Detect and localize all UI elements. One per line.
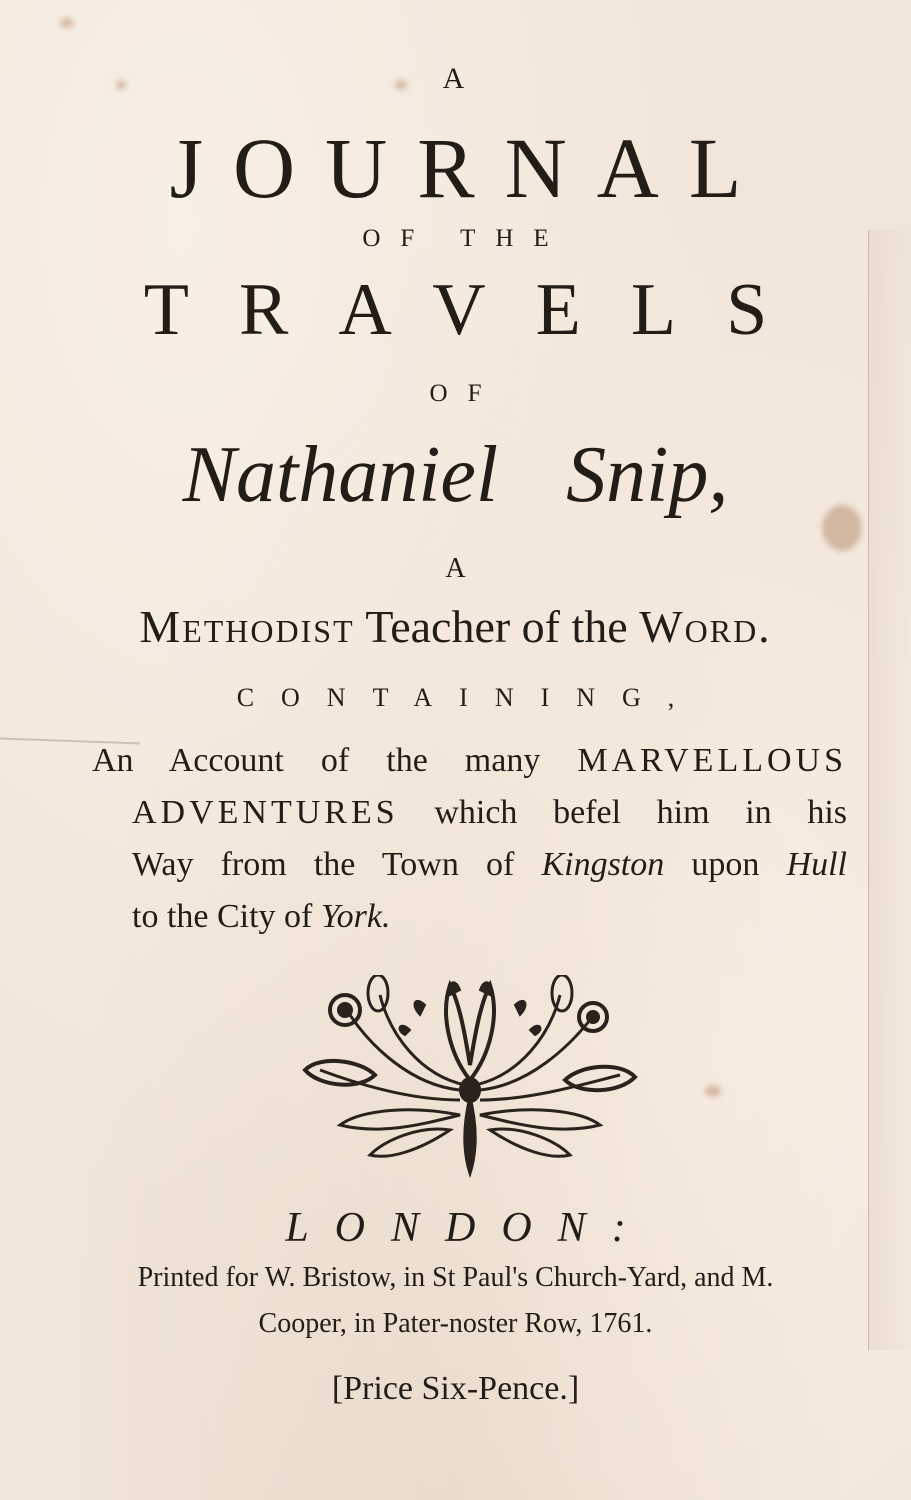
para-line-2: [92, 787, 847, 839]
title-of-the: OF THE: [362, 225, 569, 252]
place-kingston: Kingston: [541, 846, 665, 883]
para-text: Way from the Town of: [132, 846, 515, 883]
foxing-spot: [705, 1085, 721, 1097]
teacher-words: Teacher of the: [365, 601, 628, 652]
methodist-word: Methodist: [139, 601, 355, 652]
word-word: Word.: [639, 601, 772, 652]
foxing-spot: [60, 18, 74, 28]
para-text: An Account of the many: [92, 742, 541, 779]
para-line-4: [92, 891, 852, 943]
imprint-printed-for: Printed for W. Bristow, in St Paul's Church-Yard, and M.: [137, 1262, 774, 1293]
para-caps: ADVENTURES: [132, 794, 399, 831]
place-hull: Hull: [786, 846, 847, 883]
para-line-3: [92, 839, 847, 891]
para-text: which befel him in his: [434, 794, 847, 831]
containing-heading: CONTAINING,: [236, 683, 702, 712]
subtitle-methodist: [0, 600, 911, 653]
title-journal: JOURNAL: [169, 120, 772, 216]
para-text: upon: [691, 846, 760, 883]
floral-woodcut-ornament-icon: [300, 975, 640, 1185]
title-travels: TRAVELS: [143, 269, 818, 351]
para-text: to the City of: [132, 898, 313, 935]
title-article-2: A: [445, 553, 466, 584]
price-label: [Price Six-Pence.]: [331, 1370, 580, 1407]
description-paragraph: [92, 735, 852, 943]
title-article: A: [442, 62, 469, 95]
para-line-1: [92, 735, 847, 787]
place-york: York.: [320, 898, 391, 935]
imprint-city: LONDON:: [285, 1205, 652, 1251]
title-of: OF: [429, 380, 502, 407]
para-caps: MARVELLOUS: [577, 742, 847, 779]
imprint-cooper: Cooper, in Pater-noster Row, 1761.: [258, 1308, 653, 1339]
author-subject-name: Nathaniel Snip,: [182, 431, 729, 519]
